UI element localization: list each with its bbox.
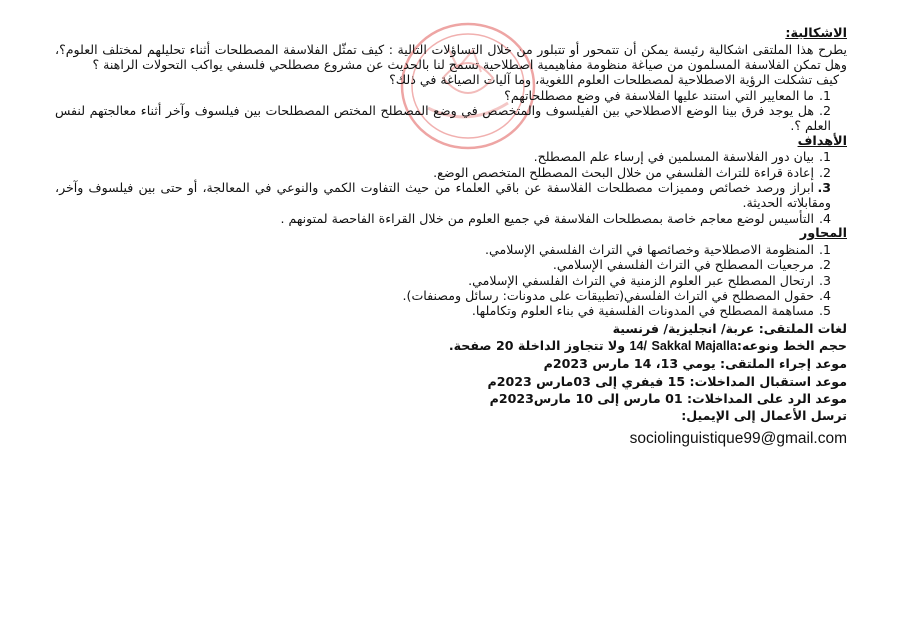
item-text: إعادة قراءة للتراث الفلسفي من خلال البحث المصطلح المتخصص الوضع.: [433, 164, 814, 180]
item-number: 3.: [818, 272, 831, 288]
item-number: 1.: [818, 87, 831, 103]
item-number: 1.: [818, 241, 831, 257]
font-name: Sakkal Majalla: [651, 338, 737, 353]
languages-line: لغات الملتقى: عربة/ انجليزية/ فرنسية: [612, 320, 847, 336]
item-number: 1.: [818, 149, 831, 165]
list-item: [55, 273, 831, 288]
item-text: المنظومة الاصطلاحية وخصائصها في التراث الفلسفي الإسلامي.: [485, 241, 814, 257]
list-item: [55, 88, 831, 103]
problem-paragraph: يطرح هذا الملتقى اشكالية رئيسة يمكن أن تتمحور أو تتبلور من خلال التساؤلات التالية : كيف تمثّل الفلاسفة المصطلحات أثناء تحليلهم لمختلف العلوم؟، وهل تمكن الفلاسفة المسلمون من صياغة منظومة مفاهيمية اصطلاحية تسمح لنا بالحديث عن مشروع مصطلحي فلسفي يواكب التحولات الراهنة ؟: [55, 41, 847, 72]
font-rest: ولا تتجاوز الداخلة 20 صفحة.: [448, 337, 626, 353]
list-item: [55, 103, 831, 134]
item-text: مرجعيات المصطلح في التراث الفلسفي الإسلامي.: [552, 257, 814, 273]
item-number: 4.: [818, 210, 831, 226]
item-text: ابراز ورصد خصائص ومميزات مصطلحات الفلاسفة عن باقي العلماء من حيث التفاوت الكمي والنوعي في المعالجة، أو حتى بين فيلسوف وآخر، ومقابلاته الحديثة.: [55, 180, 831, 211]
list-item: [55, 257, 831, 272]
item-number: 2.: [818, 103, 831, 119]
item-text: ما المعايير التي استند عليها الفلاسفة في وضع مصطلحاتهم؟: [504, 87, 814, 103]
axes-list: [55, 242, 847, 319]
conference-date-line: موعد إجراء الملتقى: يومي 13، 14 مارس 2023م: [543, 356, 847, 372]
item-number: 2.: [818, 164, 831, 180]
item-number: 2.: [818, 257, 831, 273]
list-item: [55, 149, 831, 164]
font-label: حجم الخط ونوعه:: [736, 337, 847, 353]
email-address[interactable]: sociolinguistique99@gmail.com: [629, 429, 847, 447]
problem-list: [55, 88, 847, 134]
list-item: [55, 211, 831, 226]
item-number: 4.: [818, 287, 831, 303]
font-line: [55, 338, 847, 354]
item-number: 3.: [817, 180, 831, 196]
list-item: [55, 303, 831, 318]
list-item: [55, 288, 831, 303]
list-item: [55, 180, 831, 211]
goals-heading: الأهداف: [797, 133, 847, 149]
response-date-line: موعد الرد على المداخلات: 01 مارس إلى 10 مارس2023م: [489, 391, 847, 407]
document-page: [55, 26, 847, 449]
font-size: 14/: [629, 338, 648, 353]
item-text: مساهمة المصطلح في المدونات الفلسفية في بناء العلوم وتكاملها.: [471, 303, 814, 319]
goals-list: [55, 149, 847, 226]
item-text: هل يوجد فرق بينا الوضع الاصطلاحي بين الفيلسوف والمتخصص في وضع المصطلح المختص المصطلحات بين فيلسوف وآخر أثناء معالجتهم لنفس العلم ؟.: [55, 103, 831, 134]
item-text: التأسيس لوضع معاجم خاصة بمصطلحات الفلاسفة في جميع العلوم من خلال القراءة الفاحصة لمتونهم .: [280, 210, 814, 226]
list-item: [55, 242, 831, 257]
axes-heading: المحاور: [799, 226, 847, 242]
problem-heading: الاشكالية:: [785, 26, 847, 41]
problem-sub-question: كيف تشكلت الرؤية الاصطلاحية لمصطلحات العلوم اللغوية، وما آليات الصياغة في ذلك؟: [389, 72, 839, 88]
submission-date-line: موعد استقبال المداخلات: 15 فيفري إلى 03مارس 2023م: [487, 373, 847, 389]
item-text: ارتحال المصطلح عبر العلوم الزمنية في التراث الفلسفي الإسلامي.: [468, 272, 814, 288]
list-item: [55, 165, 831, 180]
item-number: 5.: [818, 303, 831, 319]
email-label: ترسل الأعمال إلى الإيميل:: [681, 408, 847, 424]
item-text: حقول المصطلح في التراث الفلسفي(تطبيقات على مدونات: رسائل ومصنفات).: [402, 287, 814, 303]
item-text: بيان دور الفلاسفة المسلمين في إرساء علم المصطلح.: [533, 149, 814, 165]
